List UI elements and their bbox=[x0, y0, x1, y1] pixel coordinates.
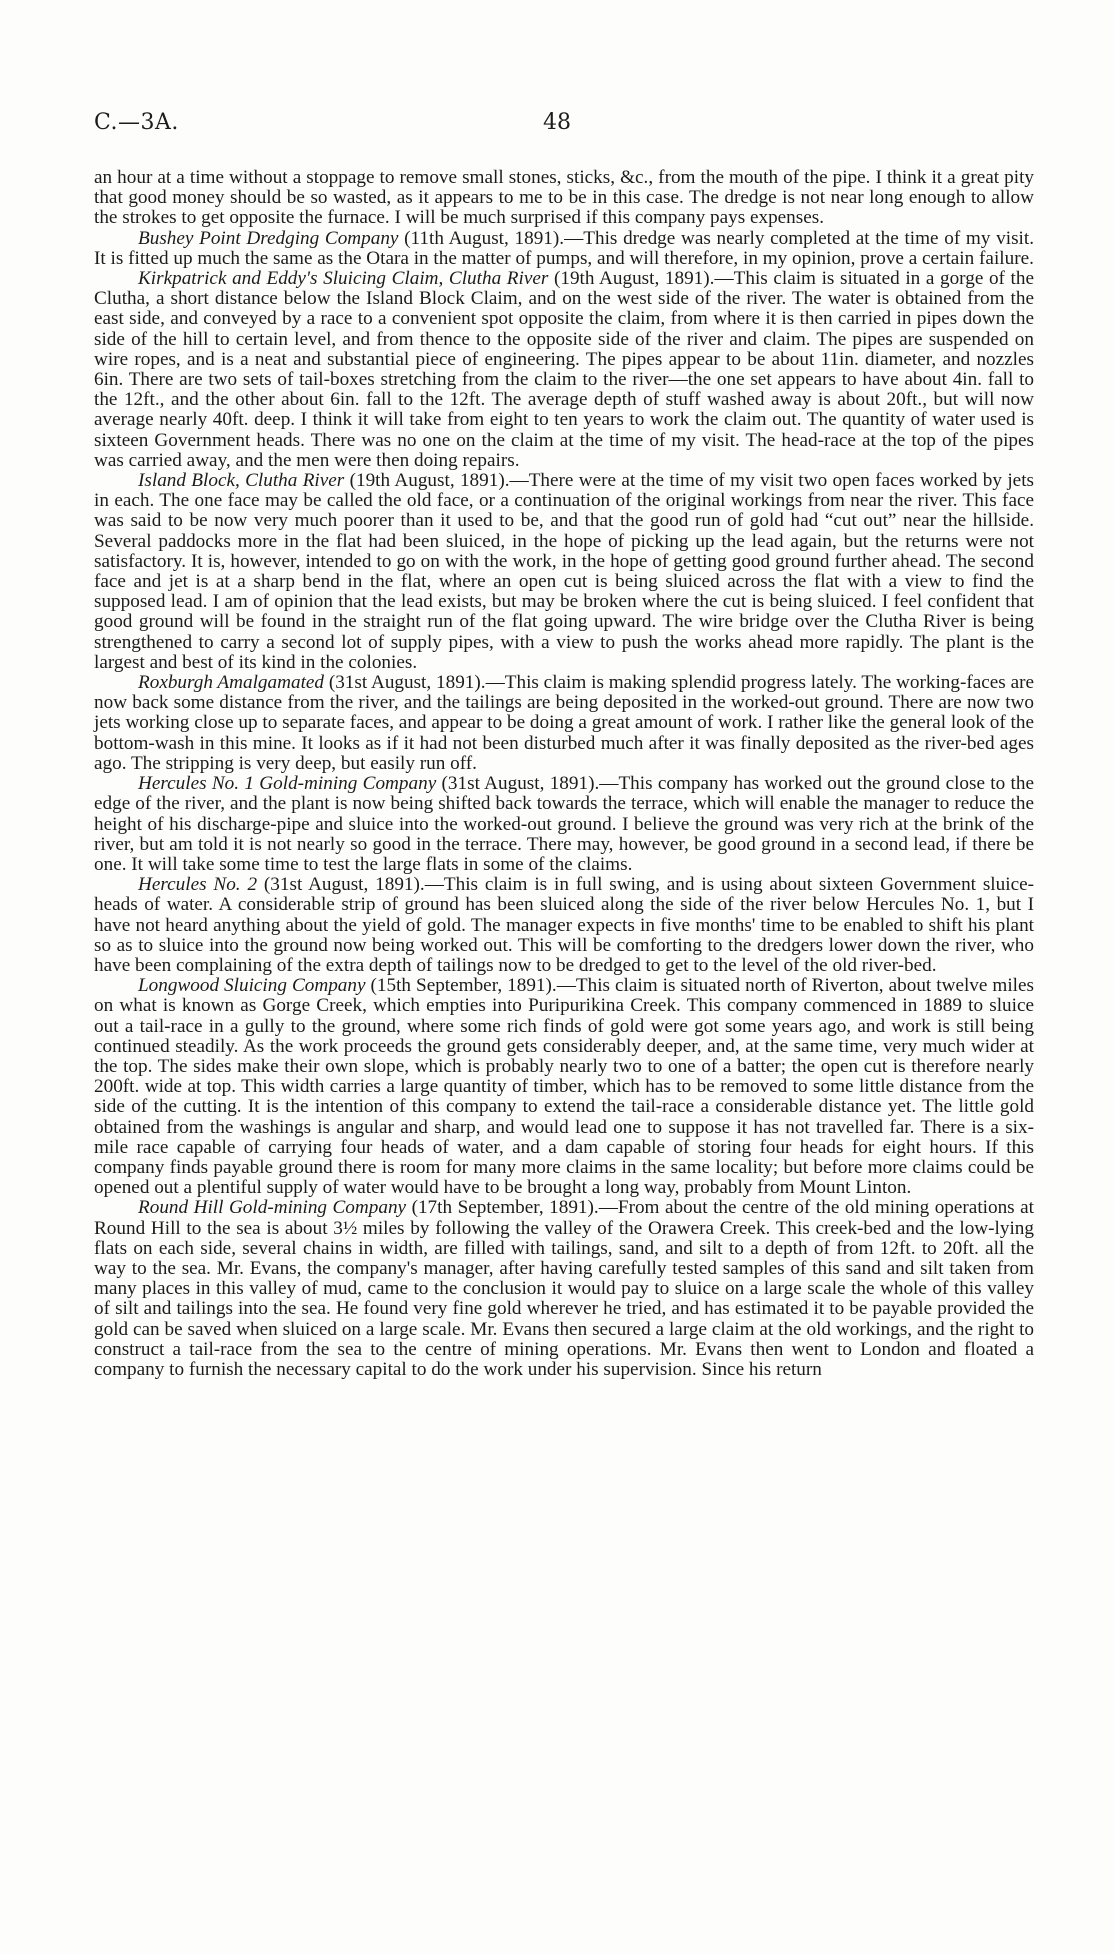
entry-title: Hercules No. 2 bbox=[138, 874, 258, 896]
entry-bushey-point bbox=[94, 229, 1034, 269]
entry-kirkpatrick-eddy bbox=[94, 269, 1034, 471]
entry-round-hill bbox=[94, 1198, 1034, 1380]
entry-title: Hercules No. 1 Gold-mining Company bbox=[138, 773, 437, 795]
entry-text: (31st August, 1891).—This claim is in full swing, and is using about sixteen Government sluice-heads of water. A considerable strip of ground has been sluiced along the side of the river below Hercules No. 1, but I have not heard anything about the yield of gold. The manager expects in five months' time to be enabled to shift his plant so as to sluice into the ground now being worked out. This will be comforting to the dredgers lower down the river, who have been complaining of the extra depth of tailings now to be dredged to get to the level of the old river-bed. bbox=[94, 874, 1034, 976]
paragraph-text: an hour at a time without a stoppage to remove small stones, sticks, &c., from the mouth of the pipe. I think it a great pity that good money should be so wasted, as it appears to me to be in this case. The dredge is not near long enough to allow the strokes to get opposite the furnace. I will be much surprised if this company pays expenses. bbox=[94, 167, 1034, 229]
entry-island-block bbox=[94, 471, 1034, 673]
parliamentary-paper-reference: C.—3A. bbox=[94, 110, 179, 135]
entry-title: Bushey Point Dredging Company bbox=[138, 227, 399, 249]
entry-text: (19th August, 1891).—There were at the time of my visit two open faces worked by jets in each. The one face may be called the old face, or a continuation of the original workings from near the river. This face was said to be now very much poorer than it used to be, and that the good run of gold had “cut out” near the hillside. Several paddocks more in the flat had been sluiced, in the hope of picking up the lead again, but the returns were not satisfactory. It is, however, intended to go on with the work, in the hope of getting good ground further ahead. The second face and jet is at a sharp bend in the flat, where an open cut is being sluiced across the flat with a view to find the supposed lead. I am of opinion that the lead exists, but may be broken where the cut is being sluiced. I feel confident that good ground will be found in the straight run of the flat going upward. The wire bridge over the Clutha River is being strengthened to carry a second lot of supply pipes, with a view to push the works ahead more rapidly. The plant is the largest and best of its kind in the colonies. bbox=[94, 470, 1034, 673]
entry-title: Round Hill Gold-mining Company bbox=[138, 1197, 407, 1219]
entry-roxburgh-amalgamated bbox=[94, 673, 1034, 774]
page-number: 48 bbox=[543, 110, 571, 135]
entry-title: Kirkpatrick and Eddy's Sluicing Claim, Clutha River bbox=[138, 268, 549, 290]
entry-hercules-no-2 bbox=[94, 875, 1034, 976]
entry-text: (17th September, 1891).—From about the centre of the old mining operations at Round Hill to the sea is about 3½ miles by following the valley of the Orawera Creek. This creek-bed and the low-lying flats on each side, several chains in width, are filled with tailings, sand, and silt to a depth of from 12ft. to 20ft. all the way to the sea. Mr. Evans, the company's manager, after having carefully tested samples of this sand and silt taken from many places in this valley of mud, came to the conclusion it would pay to sluice on a large scale the whole of this valley of silt and tailings into the sea. He found very fine gold wherever he tried, and has estimated it to be payable provided the gold can be saved when sluiced on a large scale. Mr. Evans then secured a large claim at the old workings, and the right to construct a tail-race from the sea to the centre of mining operations. Mr. Evans then went to London and floated a company to furnish the necessary capital to do the work under his supervision. Since his return bbox=[94, 1197, 1034, 1380]
entry-text: (11th August, 1891).—This dredge was nearly completed at the time of my visit. It is fitted up much the same as the Otara in the matter of pumps, and will therefore, in my opinion, prove a certain failure. bbox=[94, 227, 1034, 269]
entry-text: (15th September, 1891).—This claim is situated north of Riverton, about twelve miles on what is known as Gorge Creek, which empties into Puripurikina Creek. This company commenced in 1889 to sluice out a tail-race in a gully to the ground, where some rich finds of gold were got some years ago, and work is still being continued steadily. As the work proceeds the ground gets considerably deeper, and, at the same time, very much wider at the top. The sides make their own slope, which is probably nearly two to one of a batter; the open cut is therefore nearly 200ft. wide at top. This width carries a large quantity of timber, which has to be removed to some little distance from the side of the cutting. It is the intention of this company to extend the tail-race a considerable distance yet. The little gold obtained from the washings is angular and sharp, and would lead one to suppose it has not travelled far. There is a six-mile race capable of carrying four heads of water, and a dam capable of storing four heads for eight hours. If this company finds payable ground there is room for many more claims in the same locality; but before more claims could be opened out a plentiful supply of water would have to be brought a long way, probably from Mount Linton. bbox=[94, 975, 1034, 1199]
entry-title: Island Block, Clutha River bbox=[138, 470, 345, 492]
entry-text: (19th August, 1891).—This claim is situated in a gorge of the Clutha, a short distance below the Island Block Claim, and on the west side of the river. The water is obtained from the east side, and conveyed by a race to a convenient spot opposite the claim, from where it is then carried in pipes down the side of the hill to certain level, and from thence to the opposite side of the river and claim. The pipes are suspended on wire ropes, and is a neat and substantial piece of engineering. The pipes appear to be about 11in. diameter, and nozzles 6in. There are two sets of tail-boxes stretching from the claim to the river—the one set appears to have about 4in. fall to the 12ft., and the other about 6in. fall to the 12ft. The average depth of stuff washed away is about 20ft., but will now average nearly 40ft. deep. I think it will take from eight to ten years to work the claim out. The quantity of water used is sixteen Government heads. There was no one on the claim at the time of my visit. The head-race at the top of the pipes was carried away, and the men were then doing repairs. bbox=[94, 268, 1034, 471]
page-header bbox=[94, 110, 1020, 150]
entry-longwood-sluicing bbox=[94, 976, 1034, 1198]
entry-title: Roxburgh Amalgamated bbox=[138, 672, 325, 694]
entry-text: (31st August, 1891).—This claim is making splendid progress lately. The working-faces are now back some distance from the river, and the tailings are being deposited in the worked-out ground. There are now two jets working close up to separate faces, and appear to be doing a great amount of work. I rather like the general look of the bottom-wash in this mine. It looks as if it had not been disturbed much after it was finally deposited as the river-bed ages ago. The stripping is very deep, but easily run off. bbox=[94, 672, 1034, 774]
report-body bbox=[94, 168, 1034, 1380]
entry-title: Longwood Sluicing Company bbox=[138, 975, 366, 997]
paragraph-continuation bbox=[94, 168, 1034, 229]
entry-text: (31st August, 1891).—This company has worked out the ground close to the edge of the river, and the plant is now being shifted back towards the terrace, which will enable the manager to reduce the height of his discharge-pipe and sluice into the worked-out ground. I believe the ground was very rich at the brink of the river, but am told it is not nearly so good in the terrace. There may, however, be good ground in a second lead, if there be one. It will take some time to test the large flats in some of the claims. bbox=[94, 773, 1034, 875]
entry-hercules-no-1 bbox=[94, 774, 1034, 875]
